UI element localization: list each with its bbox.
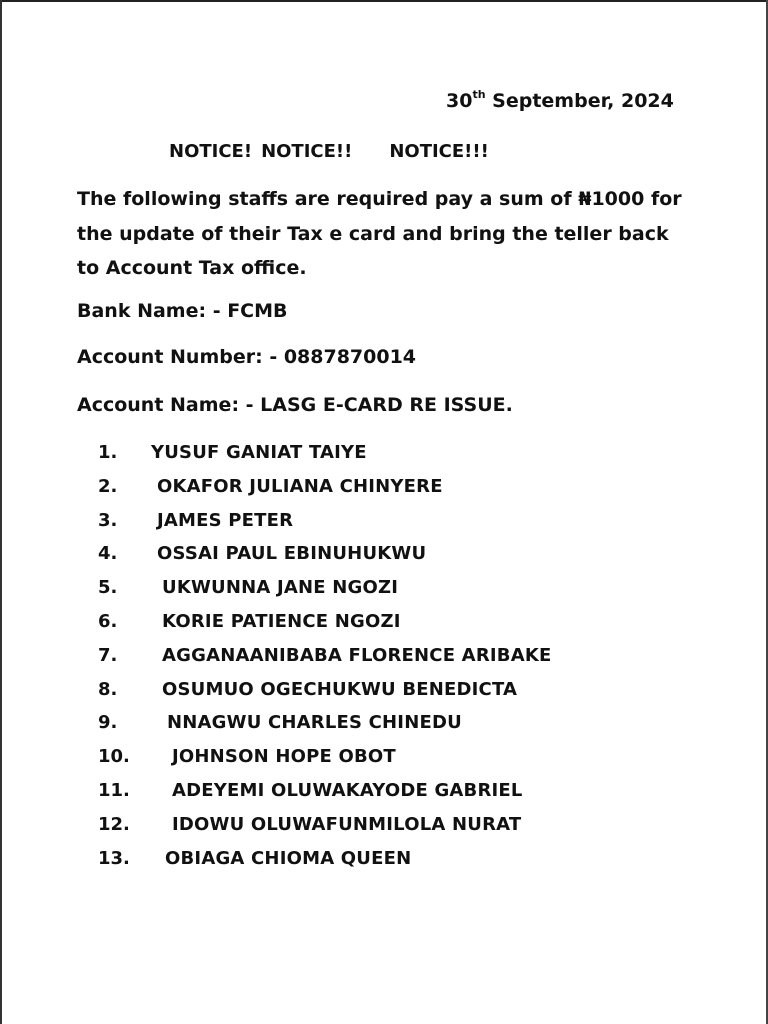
staff-name: OKAFOR JULIANA CHINYERE <box>157 475 443 497</box>
staff-list-item <box>0 673 768 707</box>
staff-list-item <box>0 774 768 808</box>
staff-number: 12. <box>98 813 130 835</box>
bank-name: Bank Name: - FCMB <box>77 300 288 322</box>
staff-name: UKWUNNA JANE NGOZI <box>162 577 399 599</box>
staff-name: JAMES PETER <box>157 509 294 531</box>
notice-heading-3: NOTICE!!! <box>389 141 489 162</box>
staff-name: NNAGWU CHARLES CHINEDU <box>167 712 462 734</box>
date-rest: September, 2024 <box>485 90 674 112</box>
staff-list-item <box>0 740 768 774</box>
date-day: 30 <box>446 90 473 112</box>
staff-list-item <box>0 808 768 842</box>
staff-list <box>0 436 768 875</box>
date-suffix: th <box>472 88 486 101</box>
account-number: Account Number: - 0887870014 <box>77 346 417 368</box>
notice-body-line: to Account Tax office. <box>77 257 307 279</box>
staff-number: 5. <box>98 577 118 599</box>
staff-list-item <box>0 842 768 876</box>
staff-name: OSUMUO OGECHUKWU BENEDICTA <box>162 678 518 700</box>
staff-name: OSSAI PAUL EBINUHUKWU <box>157 543 427 565</box>
staff-list-item <box>0 605 768 639</box>
staff-number: 11. <box>98 779 130 801</box>
staff-number: 6. <box>98 610 118 632</box>
account-name: Account Name: - LASG E-CARD RE ISSUE. <box>77 394 513 416</box>
staff-list-item <box>0 470 768 504</box>
notice-body <box>77 182 717 286</box>
staff-list-item <box>0 436 768 470</box>
staff-name: AGGANAANIBABA FLORENCE ARIBAKE <box>162 644 552 666</box>
staff-number: 9. <box>98 712 118 734</box>
staff-name: JOHNSON HOPE OBOT <box>172 746 396 768</box>
staff-list-item <box>0 504 768 538</box>
notice-heading-1: NOTICE! <box>169 141 253 162</box>
staff-list-item <box>0 571 768 605</box>
staff-number: 8. <box>98 678 118 700</box>
staff-number: 13. <box>98 847 130 869</box>
staff-name: YUSUF GANIAT TAIYE <box>151 442 367 463</box>
staff-list-item <box>0 706 768 740</box>
notice-date <box>446 90 674 112</box>
staff-number: 4. <box>98 543 118 565</box>
staff-list-item <box>0 537 768 571</box>
staff-number: 7. <box>98 644 118 666</box>
staff-name: OBIAGA CHIOMA QUEEN <box>165 847 412 869</box>
scan-edge-top <box>0 0 768 2</box>
notice-body-line: the update of their Tax e card and bring the teller back <box>77 222 669 245</box>
staff-number: 2. <box>98 475 118 497</box>
staff-name: ADEYEMI OLUWAKAYODE GABRIEL <box>172 779 523 801</box>
notice-heading-2: NOTICE!! <box>261 141 353 162</box>
staff-list-item <box>0 639 768 673</box>
notice-body-line: The following staffs are required pay a sum of ₦1000 for <box>77 188 682 210</box>
staff-name: KORIE PATIENCE NGOZI <box>162 610 401 632</box>
notice-heading <box>169 141 489 162</box>
staff-number: 1. <box>98 442 118 463</box>
staff-number: 3. <box>98 509 118 531</box>
staff-number: 10. <box>98 746 130 768</box>
staff-name: IDOWU OLUWAFUNMILOLA NURAT <box>172 813 522 835</box>
